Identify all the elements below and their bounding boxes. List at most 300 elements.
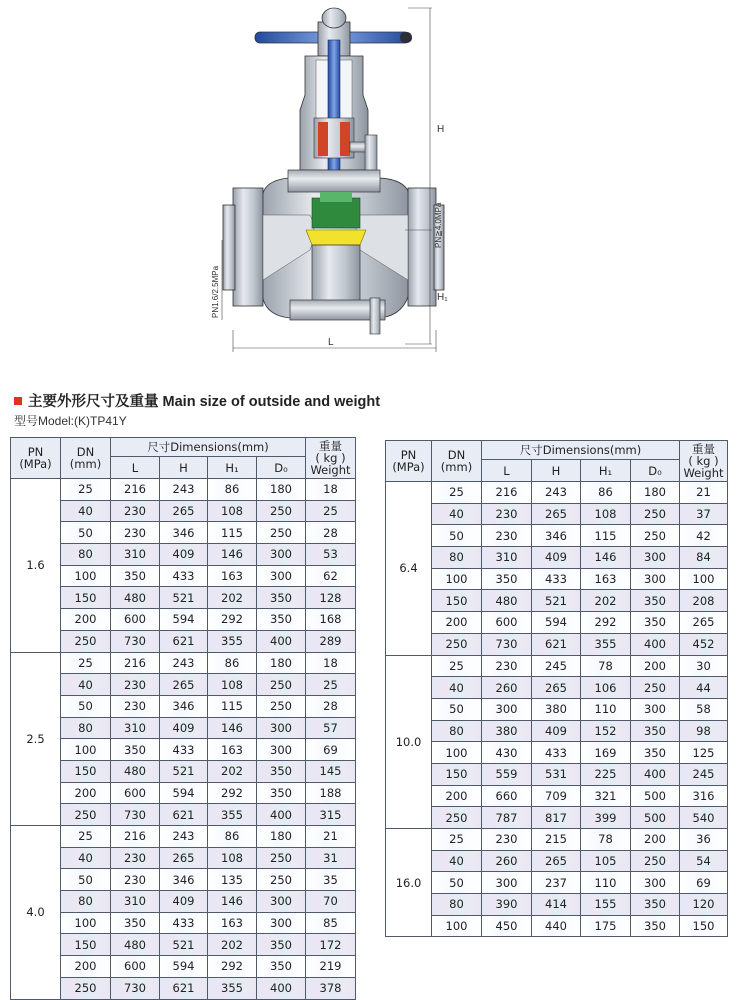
table-row (386, 633, 728, 655)
d0-cell: 350 (631, 612, 680, 634)
weight-cell: 540 (680, 807, 728, 829)
table-row (11, 847, 356, 869)
dn-cell: 100 (61, 912, 111, 934)
weight-cell: 42 (680, 525, 728, 547)
d0-cell: 300 (257, 912, 306, 934)
h1-cell: 110 (581, 698, 631, 720)
h1-cell: 86 (208, 652, 257, 674)
weight-cell: 128 (306, 587, 356, 609)
table-row (386, 590, 728, 612)
valve-drawing (0, 0, 747, 380)
weight-cell: 289 (306, 630, 356, 652)
table-row (386, 568, 728, 590)
table-row (11, 674, 356, 696)
dn-cell: 25 (61, 826, 111, 848)
weight-cell: 21 (306, 826, 356, 848)
dn-cell: 25 (432, 655, 482, 677)
table-row (386, 894, 728, 916)
dn-cell: 25 (61, 652, 111, 674)
weight-cell: 265 (680, 612, 728, 634)
d0-cell: 250 (631, 677, 680, 699)
dn-cell: 200 (432, 612, 482, 634)
h-cell: 440 (532, 915, 581, 937)
d0-cell: 350 (257, 782, 306, 804)
l-cell: 480 (111, 760, 160, 782)
d0-cell: 400 (257, 804, 306, 826)
weight-cell: 120 (680, 894, 728, 916)
d0-cell: 180 (257, 479, 306, 501)
h1-cell: 355 (208, 630, 257, 652)
table-row (386, 829, 728, 851)
dimension-table-right (385, 440, 728, 937)
h-cell: 531 (532, 763, 581, 785)
d0-cell: 250 (257, 522, 306, 544)
l-cell: 600 (111, 956, 160, 978)
h1-cell: 78 (581, 829, 631, 851)
table-row (386, 720, 728, 742)
l-cell: 300 (482, 698, 532, 720)
h-cell: 409 (160, 717, 208, 739)
dn-cell: 40 (61, 674, 111, 696)
d0-cell: 350 (257, 609, 306, 631)
table-row (11, 804, 356, 826)
h1-cell: 106 (581, 677, 631, 699)
d0-cell: 500 (631, 785, 680, 807)
dn-cell: 40 (432, 677, 482, 699)
table-row (11, 479, 356, 501)
dn-cell: 80 (61, 544, 111, 566)
weight-cell: 145 (306, 760, 356, 782)
dim-label-l: L (328, 337, 334, 348)
l-cell: 600 (111, 609, 160, 631)
h-cell: 433 (532, 568, 581, 590)
table-row (11, 977, 356, 999)
weight-cell: 85 (306, 912, 356, 934)
d0-cell: 300 (631, 547, 680, 569)
weight-cell: 62 (306, 565, 356, 587)
table-row (11, 587, 356, 609)
dn-cell: 80 (61, 717, 111, 739)
table-row (11, 956, 356, 978)
dn-cell: 150 (432, 763, 482, 785)
header-dn: DN (mm) (61, 438, 111, 479)
table-row (386, 742, 728, 764)
l-cell: 230 (111, 674, 160, 696)
l-cell: 310 (111, 717, 160, 739)
h-cell: 817 (532, 807, 581, 829)
l-cell: 300 (482, 872, 532, 894)
table-row (11, 739, 356, 761)
h-cell: 243 (160, 652, 208, 674)
dn-cell: 40 (61, 500, 111, 522)
h-cell: 409 (160, 891, 208, 913)
h1-cell: 399 (581, 807, 631, 829)
h1-cell: 202 (208, 760, 257, 782)
weight-cell: 44 (680, 677, 728, 699)
h-cell: 709 (532, 785, 581, 807)
h1-cell: 115 (208, 522, 257, 544)
dn-cell: 150 (61, 760, 111, 782)
header-h1: H₁ (581, 460, 631, 482)
pn-label-right: PN≧4.0MPa (434, 202, 443, 248)
table-row (11, 717, 356, 739)
dn-cell: 250 (61, 630, 111, 652)
dn-cell: 40 (432, 850, 482, 872)
dn-cell: 250 (61, 804, 111, 826)
l-cell: 730 (111, 977, 160, 999)
l-cell: 787 (482, 807, 532, 829)
d0-cell: 300 (631, 698, 680, 720)
dn-cell: 50 (61, 522, 111, 544)
dn-cell: 250 (432, 807, 482, 829)
weight-cell: 18 (306, 479, 356, 501)
d0-cell: 300 (631, 872, 680, 894)
header-h: H (160, 457, 208, 479)
l-cell: 230 (482, 655, 532, 677)
h1-cell: 108 (208, 674, 257, 696)
l-cell: 380 (482, 720, 532, 742)
d0-cell: 300 (257, 717, 306, 739)
h-cell: 414 (532, 894, 581, 916)
l-cell: 230 (111, 695, 160, 717)
h-cell: 265 (160, 674, 208, 696)
h1-cell: 115 (581, 525, 631, 547)
h1-cell: 163 (208, 565, 257, 587)
table-row (11, 760, 356, 782)
table-row (386, 655, 728, 677)
h1-cell: 152 (581, 720, 631, 742)
table-row (386, 698, 728, 720)
l-cell: 216 (111, 826, 160, 848)
d0-cell: 250 (257, 500, 306, 522)
h1-cell: 163 (208, 912, 257, 934)
table-row (11, 695, 356, 717)
weight-cell: 57 (306, 717, 356, 739)
h-cell: 346 (532, 525, 581, 547)
d0-cell: 350 (257, 956, 306, 978)
d0-cell: 300 (631, 568, 680, 590)
table-row (11, 544, 356, 566)
header-dimensions: 尺寸Dimensions(mm) (482, 441, 680, 460)
weight-cell: 25 (306, 674, 356, 696)
h1-cell: 146 (581, 547, 631, 569)
dim-label-h: H (437, 124, 445, 135)
h-cell: 433 (160, 565, 208, 587)
l-cell: 216 (111, 652, 160, 674)
h-cell: 243 (532, 482, 581, 504)
d0-cell: 400 (257, 630, 306, 652)
table-row (11, 500, 356, 522)
header-dn: DN (mm) (432, 441, 482, 482)
table-row (11, 652, 356, 674)
d0-cell: 350 (631, 742, 680, 764)
dn-cell: 80 (432, 720, 482, 742)
dn-cell: 80 (61, 891, 111, 913)
header-weight: 重量 ( kg ) Weight (680, 441, 728, 482)
table-row (11, 826, 356, 848)
h-cell: 380 (532, 698, 581, 720)
d0-cell: 200 (631, 655, 680, 677)
dn-cell: 50 (432, 525, 482, 547)
weight-cell: 28 (306, 522, 356, 544)
h-cell: 433 (532, 742, 581, 764)
d0-cell: 300 (257, 739, 306, 761)
h-cell: 433 (160, 739, 208, 761)
weight-cell: 315 (306, 804, 356, 826)
l-cell: 260 (482, 677, 532, 699)
header-weight: 重量 ( kg ) Weight (306, 438, 356, 479)
dn-cell: 150 (432, 590, 482, 612)
l-cell: 350 (111, 565, 160, 587)
h1-cell: 355 (581, 633, 631, 655)
h-cell: 265 (532, 677, 581, 699)
l-cell: 559 (482, 763, 532, 785)
h1-cell: 169 (581, 742, 631, 764)
h1-cell: 110 (581, 872, 631, 894)
weight-cell: 378 (306, 977, 356, 999)
l-cell: 230 (482, 503, 532, 525)
dn-cell: 100 (432, 915, 482, 937)
header-dimensions: 尺寸Dimensions(mm) (111, 438, 306, 457)
weight-cell: 100 (680, 568, 728, 590)
l-cell: 600 (482, 612, 532, 634)
h1-cell: 135 (208, 869, 257, 891)
table-row (11, 912, 356, 934)
table-row (386, 503, 728, 525)
dn-cell: 250 (432, 633, 482, 655)
l-cell: 480 (482, 590, 532, 612)
dn-cell: 50 (61, 869, 111, 891)
l-cell: 730 (111, 630, 160, 652)
d0-cell: 250 (631, 525, 680, 547)
header-pn: PN (MPa) (11, 438, 61, 479)
dn-cell: 25 (61, 479, 111, 501)
l-cell: 216 (482, 482, 532, 504)
table-row (11, 934, 356, 956)
h1-cell: 78 (581, 655, 631, 677)
dn-cell: 100 (432, 568, 482, 590)
d0-cell: 350 (257, 760, 306, 782)
table-row (386, 612, 728, 634)
table-row (386, 547, 728, 569)
table-row (386, 850, 728, 872)
d0-cell: 300 (257, 891, 306, 913)
h-cell: 621 (160, 804, 208, 826)
l-cell: 230 (111, 500, 160, 522)
h1-cell: 163 (208, 739, 257, 761)
h1-cell: 108 (208, 847, 257, 869)
h1-cell: 202 (208, 934, 257, 956)
d0-cell: 180 (257, 826, 306, 848)
h1-cell: 146 (208, 717, 257, 739)
weight-cell: 36 (680, 829, 728, 851)
l-cell: 260 (482, 850, 532, 872)
l-cell: 480 (111, 934, 160, 956)
table-row (11, 869, 356, 891)
h-cell: 409 (532, 547, 581, 569)
weight-cell: 172 (306, 934, 356, 956)
weight-cell: 69 (306, 739, 356, 761)
d0-cell: 400 (631, 763, 680, 785)
dn-cell: 50 (432, 698, 482, 720)
h1-cell: 155 (581, 894, 631, 916)
h-cell: 243 (160, 479, 208, 501)
dn-cell: 50 (432, 872, 482, 894)
section-heading-text: 主要外形尺寸及重量 Main size of outside and weight (28, 394, 381, 410)
dn-cell: 40 (61, 847, 111, 869)
d0-cell: 300 (257, 544, 306, 566)
heading-square-icon (14, 397, 22, 405)
h-cell: 265 (532, 503, 581, 525)
weight-cell: 37 (680, 503, 728, 525)
h1-cell: 355 (208, 804, 257, 826)
weight-cell: 21 (680, 482, 728, 504)
d0-cell: 250 (257, 695, 306, 717)
table-row (386, 525, 728, 547)
table-row (386, 807, 728, 829)
weight-cell: 70 (306, 891, 356, 913)
header-d0: D₀ (257, 457, 306, 479)
l-cell: 230 (111, 847, 160, 869)
pn-cell: 6.4 (386, 482, 432, 656)
weight-cell: 54 (680, 850, 728, 872)
pn-cell: 10.0 (386, 655, 432, 829)
h-cell: 594 (160, 782, 208, 804)
l-cell: 216 (111, 479, 160, 501)
model-label: 型号Model:(K)TP41Y (14, 414, 127, 428)
weight-cell: 125 (680, 742, 728, 764)
d0-cell: 350 (631, 590, 680, 612)
h-cell: 594 (532, 612, 581, 634)
weight-cell: 245 (680, 763, 728, 785)
d0-cell: 180 (631, 482, 680, 504)
h1-cell: 292 (208, 782, 257, 804)
l-cell: 730 (482, 633, 532, 655)
dn-cell: 25 (432, 829, 482, 851)
table-row (386, 677, 728, 699)
table-row (386, 915, 728, 937)
table-row (386, 763, 728, 785)
l-cell: 350 (111, 739, 160, 761)
l-cell: 230 (482, 525, 532, 547)
h-cell: 243 (160, 826, 208, 848)
pn-cell: 16.0 (386, 829, 432, 937)
d0-cell: 250 (631, 503, 680, 525)
table-row (386, 872, 728, 894)
h1-cell: 86 (581, 482, 631, 504)
l-cell: 230 (482, 829, 532, 851)
h-cell: 245 (532, 655, 581, 677)
valve-body (223, 170, 444, 334)
h1-cell: 146 (208, 891, 257, 913)
d0-cell: 200 (631, 829, 680, 851)
h1-cell: 292 (581, 612, 631, 634)
h-cell: 621 (160, 630, 208, 652)
h-cell: 594 (160, 956, 208, 978)
weight-cell: 316 (680, 785, 728, 807)
d0-cell: 500 (631, 807, 680, 829)
h1-cell: 108 (581, 503, 631, 525)
header-h: H (532, 460, 581, 482)
h1-cell: 292 (208, 956, 257, 978)
dn-cell: 150 (61, 934, 111, 956)
d0-cell: 250 (257, 674, 306, 696)
l-cell: 450 (482, 915, 532, 937)
h-cell: 521 (160, 934, 208, 956)
l-cell: 230 (111, 869, 160, 891)
l-cell: 350 (482, 568, 532, 590)
table-row (11, 891, 356, 913)
dn-cell: 100 (61, 739, 111, 761)
h-cell: 594 (160, 609, 208, 631)
dn-cell: 200 (61, 609, 111, 631)
h1-cell: 202 (581, 590, 631, 612)
h-cell: 521 (160, 760, 208, 782)
l-cell: 660 (482, 785, 532, 807)
pn-cell: 4.0 (11, 826, 61, 1000)
h-cell: 346 (160, 869, 208, 891)
section-heading (14, 390, 380, 411)
weight-cell: 30 (680, 655, 728, 677)
header-l: L (111, 457, 160, 479)
pn-label-left: PN1.6/2.5MPa (211, 265, 220, 318)
h-cell: 346 (160, 522, 208, 544)
h-cell: 521 (160, 587, 208, 609)
dn-cell: 200 (61, 956, 111, 978)
h-cell: 265 (160, 847, 208, 869)
table-row (386, 785, 728, 807)
dn-cell: 200 (432, 785, 482, 807)
d0-cell: 250 (257, 869, 306, 891)
l-cell: 430 (482, 742, 532, 764)
h-cell: 521 (532, 590, 581, 612)
h-cell: 621 (532, 633, 581, 655)
dn-cell: 100 (432, 742, 482, 764)
h1-cell: 175 (581, 915, 631, 937)
d0-cell: 350 (631, 720, 680, 742)
dn-cell: 150 (61, 587, 111, 609)
h1-cell: 86 (208, 826, 257, 848)
dn-cell: 40 (432, 503, 482, 525)
dn-cell: 25 (432, 482, 482, 504)
d0-cell: 300 (257, 565, 306, 587)
l-cell: 310 (111, 891, 160, 913)
l-cell: 230 (111, 522, 160, 544)
h1-cell: 115 (208, 695, 257, 717)
h-cell: 409 (160, 544, 208, 566)
header-h1: H₁ (208, 457, 257, 479)
weight-cell: 98 (680, 720, 728, 742)
pn-cell: 1.6 (11, 479, 61, 653)
dn-cell: 100 (61, 565, 111, 587)
dn-cell: 80 (432, 547, 482, 569)
yoke (300, 40, 377, 190)
d0-cell: 250 (631, 850, 680, 872)
h-cell: 433 (160, 912, 208, 934)
weight-cell: 84 (680, 547, 728, 569)
h-cell: 265 (532, 850, 581, 872)
h1-cell: 108 (208, 500, 257, 522)
h1-cell: 225 (581, 763, 631, 785)
dim-label-h1: H₁ (437, 292, 448, 303)
weight-cell: 35 (306, 869, 356, 891)
table-row (11, 565, 356, 587)
h1-cell: 202 (208, 587, 257, 609)
weight-cell: 168 (306, 609, 356, 631)
table-row (11, 630, 356, 652)
dn-cell: 200 (61, 782, 111, 804)
weight-cell: 69 (680, 872, 728, 894)
